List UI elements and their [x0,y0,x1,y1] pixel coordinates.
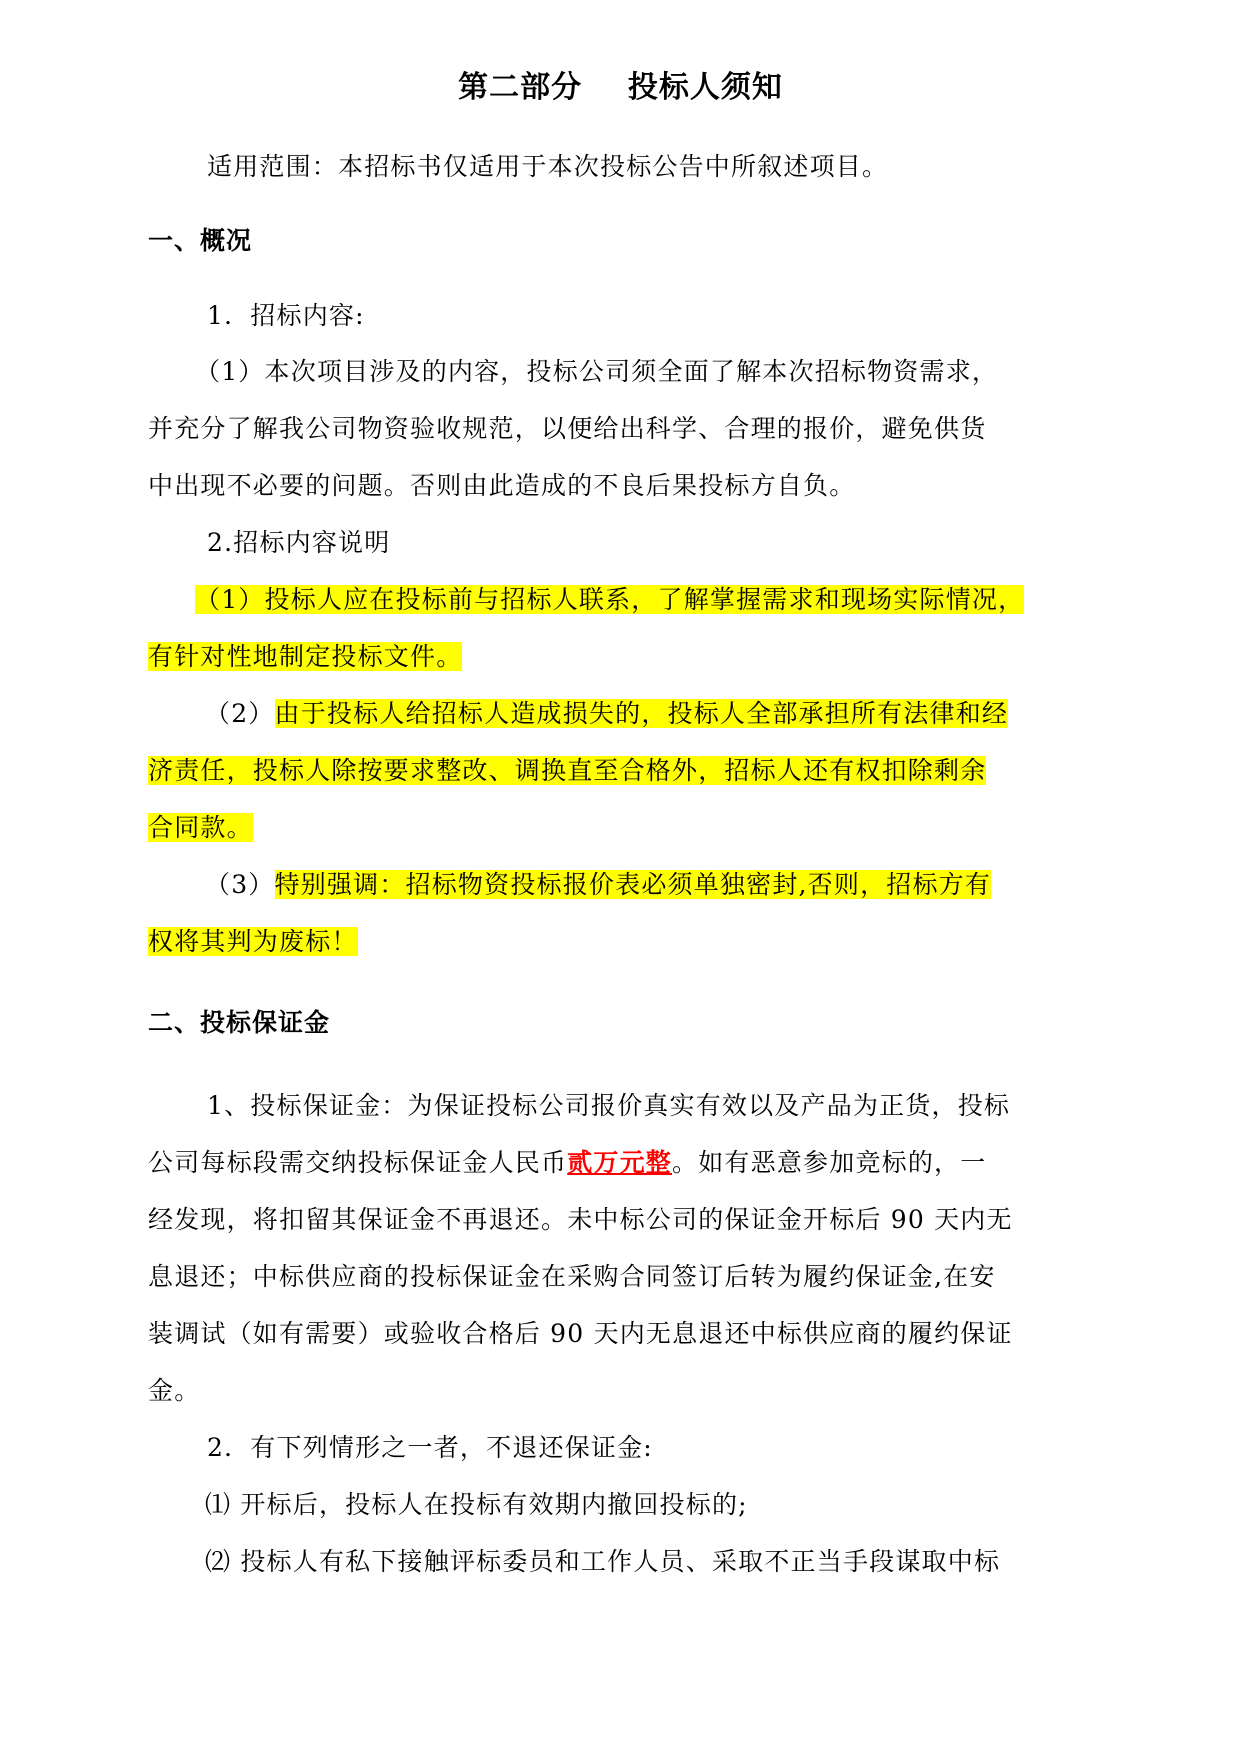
forfeit-item-2: ⑵ 投标人有私下接触评标委员和工作人员、采取不正当手段谋取中标 [205,1547,1001,1576]
item2-paragraph2-line1 [205,693,1008,735]
deposit-paragraph-line3: 经发现，将扣留其保证金不再退还。未中标公司的保证金开标后 90 天内无 [148,1205,1013,1234]
item2-paragraph1-line1 [195,579,1024,621]
item2-paragraph3-line1 [205,864,991,906]
item1-paragraph-line3: 中出现不必要的问题。否则由此造成的不良后果投标方自负。 [148,471,856,500]
item1-heading: 1．招标内容: [207,301,365,330]
page-title: 第二部分 投标人须知 [458,70,783,105]
item1-paragraph-line1: （1）本次项目涉及的内容，投标公司须全面了解本次招标物资需求， [195,357,999,386]
paragraph-number: （2） [205,699,275,728]
forfeit-heading: 2．有下列情形之一者，不退还保证金: [207,1433,653,1462]
highlighted-text: 济责任，投标人除按要求整改、调换直至合格外，招标人还有权扣除剩余 [148,756,987,785]
item2-paragraph2-line3 [148,807,253,849]
highlighted-text: 特别强调：招标物资投标报价表必须单独密封,否则，招标方有 [274,870,992,899]
highlighted-text: 有针对性地制定投标文件。 [148,642,463,671]
deposit-paragraph-line4: 息退还；中标供应商的投标保证金在采购合同签订后转为履约保证金,在安 [148,1262,996,1291]
highlighted-text: （1）投标人应在投标前与招标人联系，了解掌握需求和现场实际情况， [195,585,1025,614]
forfeit-item-1: ⑴ 开标后，投标人在投标有效期内撤回投标的; [205,1490,748,1519]
deposit-paragraph-line6: 金。 [148,1376,201,1405]
deposit-paragraph-line1: 1、投标保证金：为保证投标公司报价真实有效以及产品为正货，投标 [207,1091,1011,1120]
highlighted-text: 由于投标人给招标人造成损失的，投标人全部承担所有法律和经 [274,699,1009,728]
highlighted-text: 权将其判为废标！ [148,927,358,956]
deposit-text: 公司每标段需交纳投标保证金人民币 [148,1148,568,1177]
deposit-amount: 贰万元整 [567,1148,673,1177]
deposit-paragraph-line2 [148,1142,986,1184]
highlighted-text: 合同款。 [148,813,253,842]
item2-paragraph3-line2 [148,921,358,963]
item2-paragraph2-line2 [148,750,986,792]
paragraph-number: （3） [205,870,275,899]
scope-paragraph: 适用范围：本招标书仅适用于本次投标公告中所叙述项目。 [207,152,889,181]
deposit-paragraph-line5: 装调试（如有需要）或验收合格后 90 天内无息退还中标供应商的履约保证 [148,1319,1013,1348]
deposit-text: 。如有恶意参加竞标的，一 [672,1148,987,1177]
section2-heading: 二、投标保证金 [148,1008,331,1037]
section1-heading: 一、概况 [148,226,253,255]
item2-paragraph1-line2 [148,636,462,678]
item1-paragraph-line2: 并充分了解我公司物资验收规范，以便给出科学、合理的报价，避免供货 [148,414,987,443]
item2-heading: 2.招标内容说明 [207,528,391,557]
